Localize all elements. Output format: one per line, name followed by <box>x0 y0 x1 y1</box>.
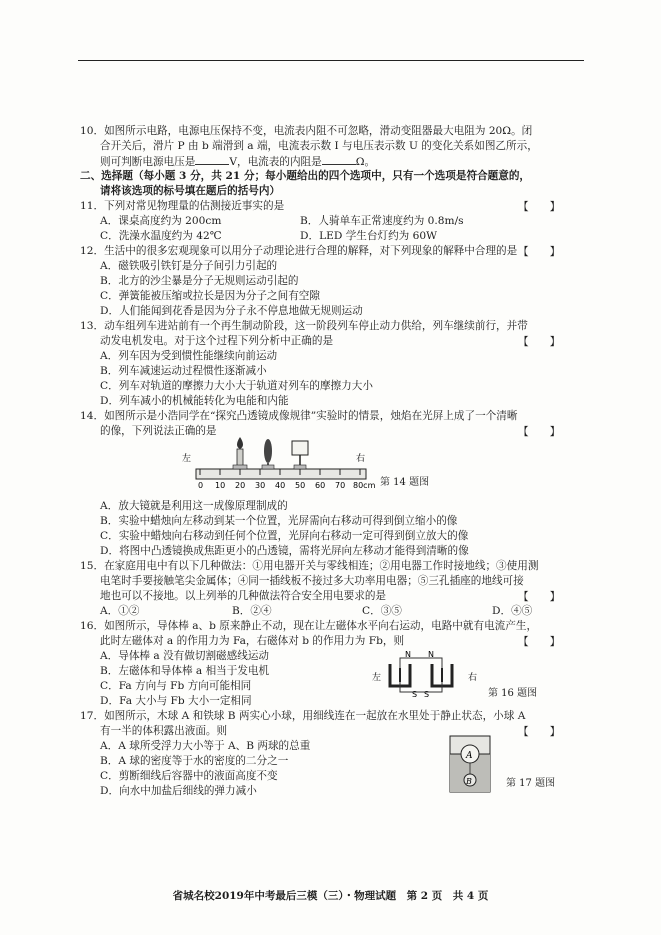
q16-option-c: C．Fa 方向与 Fb 方向可能相同 <box>100 680 252 692</box>
q12-answer-bracket[interactable]: 【 】 <box>518 246 561 258</box>
ruler-tick-label: 0 <box>198 481 204 490</box>
q12-option-a: A．磁铁吸引铁钉是分子间引力引起的 <box>100 260 278 272</box>
q10-blank-voltage[interactable] <box>195 154 229 165</box>
q12-option-c: C．弹簧能被压缩或拉长是因为分子之间有空隙 <box>100 290 320 302</box>
q14-stem-line1: 14．如图所示是小浩同学在“探究凸透镜成像规律”实验时的情景，烛焰在光屏上成了一个清晰 <box>80 410 518 422</box>
q14-answer-bracket[interactable]: 【 】 <box>518 426 561 438</box>
q16-figure-caption: 第 16 题图 <box>488 688 538 699</box>
q14-option-a: A．放大镜就是利用这一成像原理制成的 <box>100 500 288 512</box>
ruler-tick-label: 70 <box>335 481 346 490</box>
q15-stem-line1: 15．在家庭用电中有以下几种做法：①用电器开关与零线相连；②用电器工作时接地线；③使用测 <box>80 560 539 572</box>
q13-option-d: D．列车减小的机械能转化为电能和内能 <box>100 395 289 407</box>
ruler-tick-label: 20 <box>235 481 246 490</box>
convex-lens-icon <box>262 439 274 469</box>
q16-answer-bracket[interactable]: 【 】 <box>518 636 561 648</box>
q13-stem-line2: 动发电机发电。对于这个过程下列分析中正确的是 <box>100 335 334 347</box>
q17-option-a: A．A 球所受浮力大小等于 A、B 两球的总重 <box>100 740 311 752</box>
sphere-b-label: B <box>466 777 472 786</box>
page-footer: 省城名校2019年中考最后三模（三）・物理试题 第 2 页 共 4 页 <box>172 890 489 902</box>
q15-option-d: D．④⑤ <box>492 605 533 617</box>
pole-n-label-right: N <box>428 650 434 659</box>
q16-stem-line2: 此时左磁体对 a 的作用力为 Fa，右磁体对 b 的作用力为 Fb，则 <box>100 635 405 647</box>
q11-option-a: A．课桌高度约为 200cm <box>100 215 222 227</box>
pole-s-label-right: S <box>424 690 430 698</box>
q14-option-c: C．实验中蜡烛向右移动到任何个位置，光屏向右移动一定可得到倒立放大的像 <box>100 530 469 542</box>
q15-option-c: C．③⑤ <box>362 605 402 617</box>
candle-icon <box>233 437 247 469</box>
q15-answer-bracket[interactable]: 【 】 <box>518 591 561 603</box>
q17-answer-bracket[interactable]: 【 】 <box>518 726 561 738</box>
q16-option-d: D．Fa 大小与 Fb 大小一定相同 <box>100 695 252 707</box>
q17-option-b: B．A 球的密度等于水的密度的二分之一 <box>100 755 289 767</box>
q11-option-c: C．洗澡水温度约为 42℃ <box>100 230 222 242</box>
q15-option-a: A．①② <box>100 605 140 617</box>
q14-stem-line2: 的像，下列说法正确的是 <box>100 425 217 437</box>
q17-option-c: C．剪断细线后容器中的液面高度不变 <box>100 770 278 782</box>
q14-option-d: D．将图中凸透镜换成焦距更小的凸透镜，需将光屏向左移动才能得到清晰的像 <box>100 545 469 557</box>
q11-stem: 11．下列对常见物理量的估测接近事实的是 <box>80 200 285 212</box>
section2-sub: 请将该选项的标号填在题后的括号内） <box>100 185 281 197</box>
q12-option-d: D．人们能闻到花香是因为分子永不停息地做无规则运动 <box>100 305 363 317</box>
q14-figure-caption: 第 14 题图 <box>380 477 430 488</box>
q10-line3-c: Ω。 <box>355 156 376 168</box>
ruler-tick-label: 10 <box>215 481 226 490</box>
magnet-left-label: 左 <box>372 673 382 683</box>
q14-optical-bench-figure <box>180 435 380 497</box>
q14-option-b: B．实验中蜡烛向左移动到某一个位置，光屏需向右移动可得到倒立缩小的像 <box>100 515 458 527</box>
ruler-tick-label: 40 <box>275 481 286 490</box>
q15-option-b: B．②④ <box>232 605 272 617</box>
q17-stem-line2: 有一半的体积露出液面。则 <box>100 725 228 737</box>
q17-figure-caption: 第 17 题图 <box>506 778 556 789</box>
ruler-tick-label: 30 <box>255 481 266 490</box>
q16-option-b: B．左磁体和导体棒 a 相当于发电机 <box>100 665 270 677</box>
section2-title: 二、选择题（每小题 3 分，共 21 分；每小题给出的四个选项中，只有一个选项是符合题意的， <box>80 170 531 182</box>
light-screen-icon <box>292 441 308 469</box>
q15-stem-line2: 电笔时手要接触笔尖金属体；④同一插线板不接过多大功率用电器；⑤三孔插座的地线可接 <box>100 575 524 587</box>
q13-stem-line1: 13．动车组列车进站前有一个再生制动阶段，这一阶段列车停止动力供给，列车继续前行，并带 <box>80 320 528 332</box>
q15-stem-line3: 地也可以不接地。以上列举的几种做法符合安全用电要求的是 <box>100 590 387 602</box>
q13-option-c: C．列车对轨道的摩擦力大小大于轨道对列车的摩擦力大小 <box>100 380 373 392</box>
q10-line3-a: 则可判断电源电压是 <box>100 156 196 168</box>
header-rule <box>78 60 584 61</box>
q17-stem-line1: 17．如图所示，木球 A 和铁球 B 两实心小球，用细线连在一起放在水里处于静止状态，小球 A <box>80 710 526 722</box>
pole-s-label-left: S <box>412 690 418 698</box>
sphere-a-label: A <box>466 751 473 761</box>
q16-magnet-figure <box>370 650 482 698</box>
q11-option-d: D．LED 学生台灯约为 60W <box>300 230 438 242</box>
q12-option-b: B．北方的沙尘暴是分子无规则运动引起的 <box>100 275 299 287</box>
q11-option-b: B．人骑单车正常速度约为 0.8m/s <box>300 215 464 227</box>
ruler-tick-label: 80cm <box>353 481 376 490</box>
q10-line1: 10．如图所示电路，电源电压保持不变，电流表内阻不可忽略，滑动变阻器最大电阻为 20Ω。闭 <box>80 125 533 137</box>
ruler-tick-labels <box>198 481 376 490</box>
q13-answer-bracket[interactable]: 【 】 <box>518 336 561 348</box>
bench-left-label: 左 <box>182 454 192 464</box>
bench-right-label: 右 <box>356 454 366 464</box>
magnet-right-label: 右 <box>468 673 478 683</box>
ruler-tick-label: 60 <box>315 481 326 490</box>
q16-option-a: A．导体棒 a 没有做切割磁感线运动 <box>100 650 270 662</box>
q10-line2: 合开关后，滑片 P 由 b 端滑到 a 端，电流表示数 I 与电压表示数 U 的变化关系如图乙所示， <box>100 140 538 152</box>
q12-stem: 12．生活中的很多宏观现象可以用分子动理论进行合理的解释，对下列现象的解释中合理的是 <box>80 245 518 257</box>
pole-n-label-left: N <box>405 650 411 659</box>
q10-line3 <box>100 154 375 169</box>
q10-blank-resistance[interactable] <box>322 154 356 165</box>
q13-option-a: A．列车因为受到惯性能继续向前运动 <box>100 350 278 362</box>
q17-container-figure <box>444 728 502 794</box>
q16-stem-line1: 16．如图所示，导体棒 a、b 原来静止不动，现在让左磁体水平向右运动，电路中就有电流产生， <box>80 620 538 632</box>
q10-line3-b: V，电流表的内阻是 <box>229 156 322 168</box>
ruler-tick-label: 50 <box>295 481 306 490</box>
q13-option-b: B．列车减速运动过程惯性逐渐减小 <box>100 365 267 377</box>
q11-answer-bracket[interactable]: 【 】 <box>518 201 561 213</box>
q17-option-d: D．向水中加盐后细线的弹力减小 <box>100 785 257 797</box>
